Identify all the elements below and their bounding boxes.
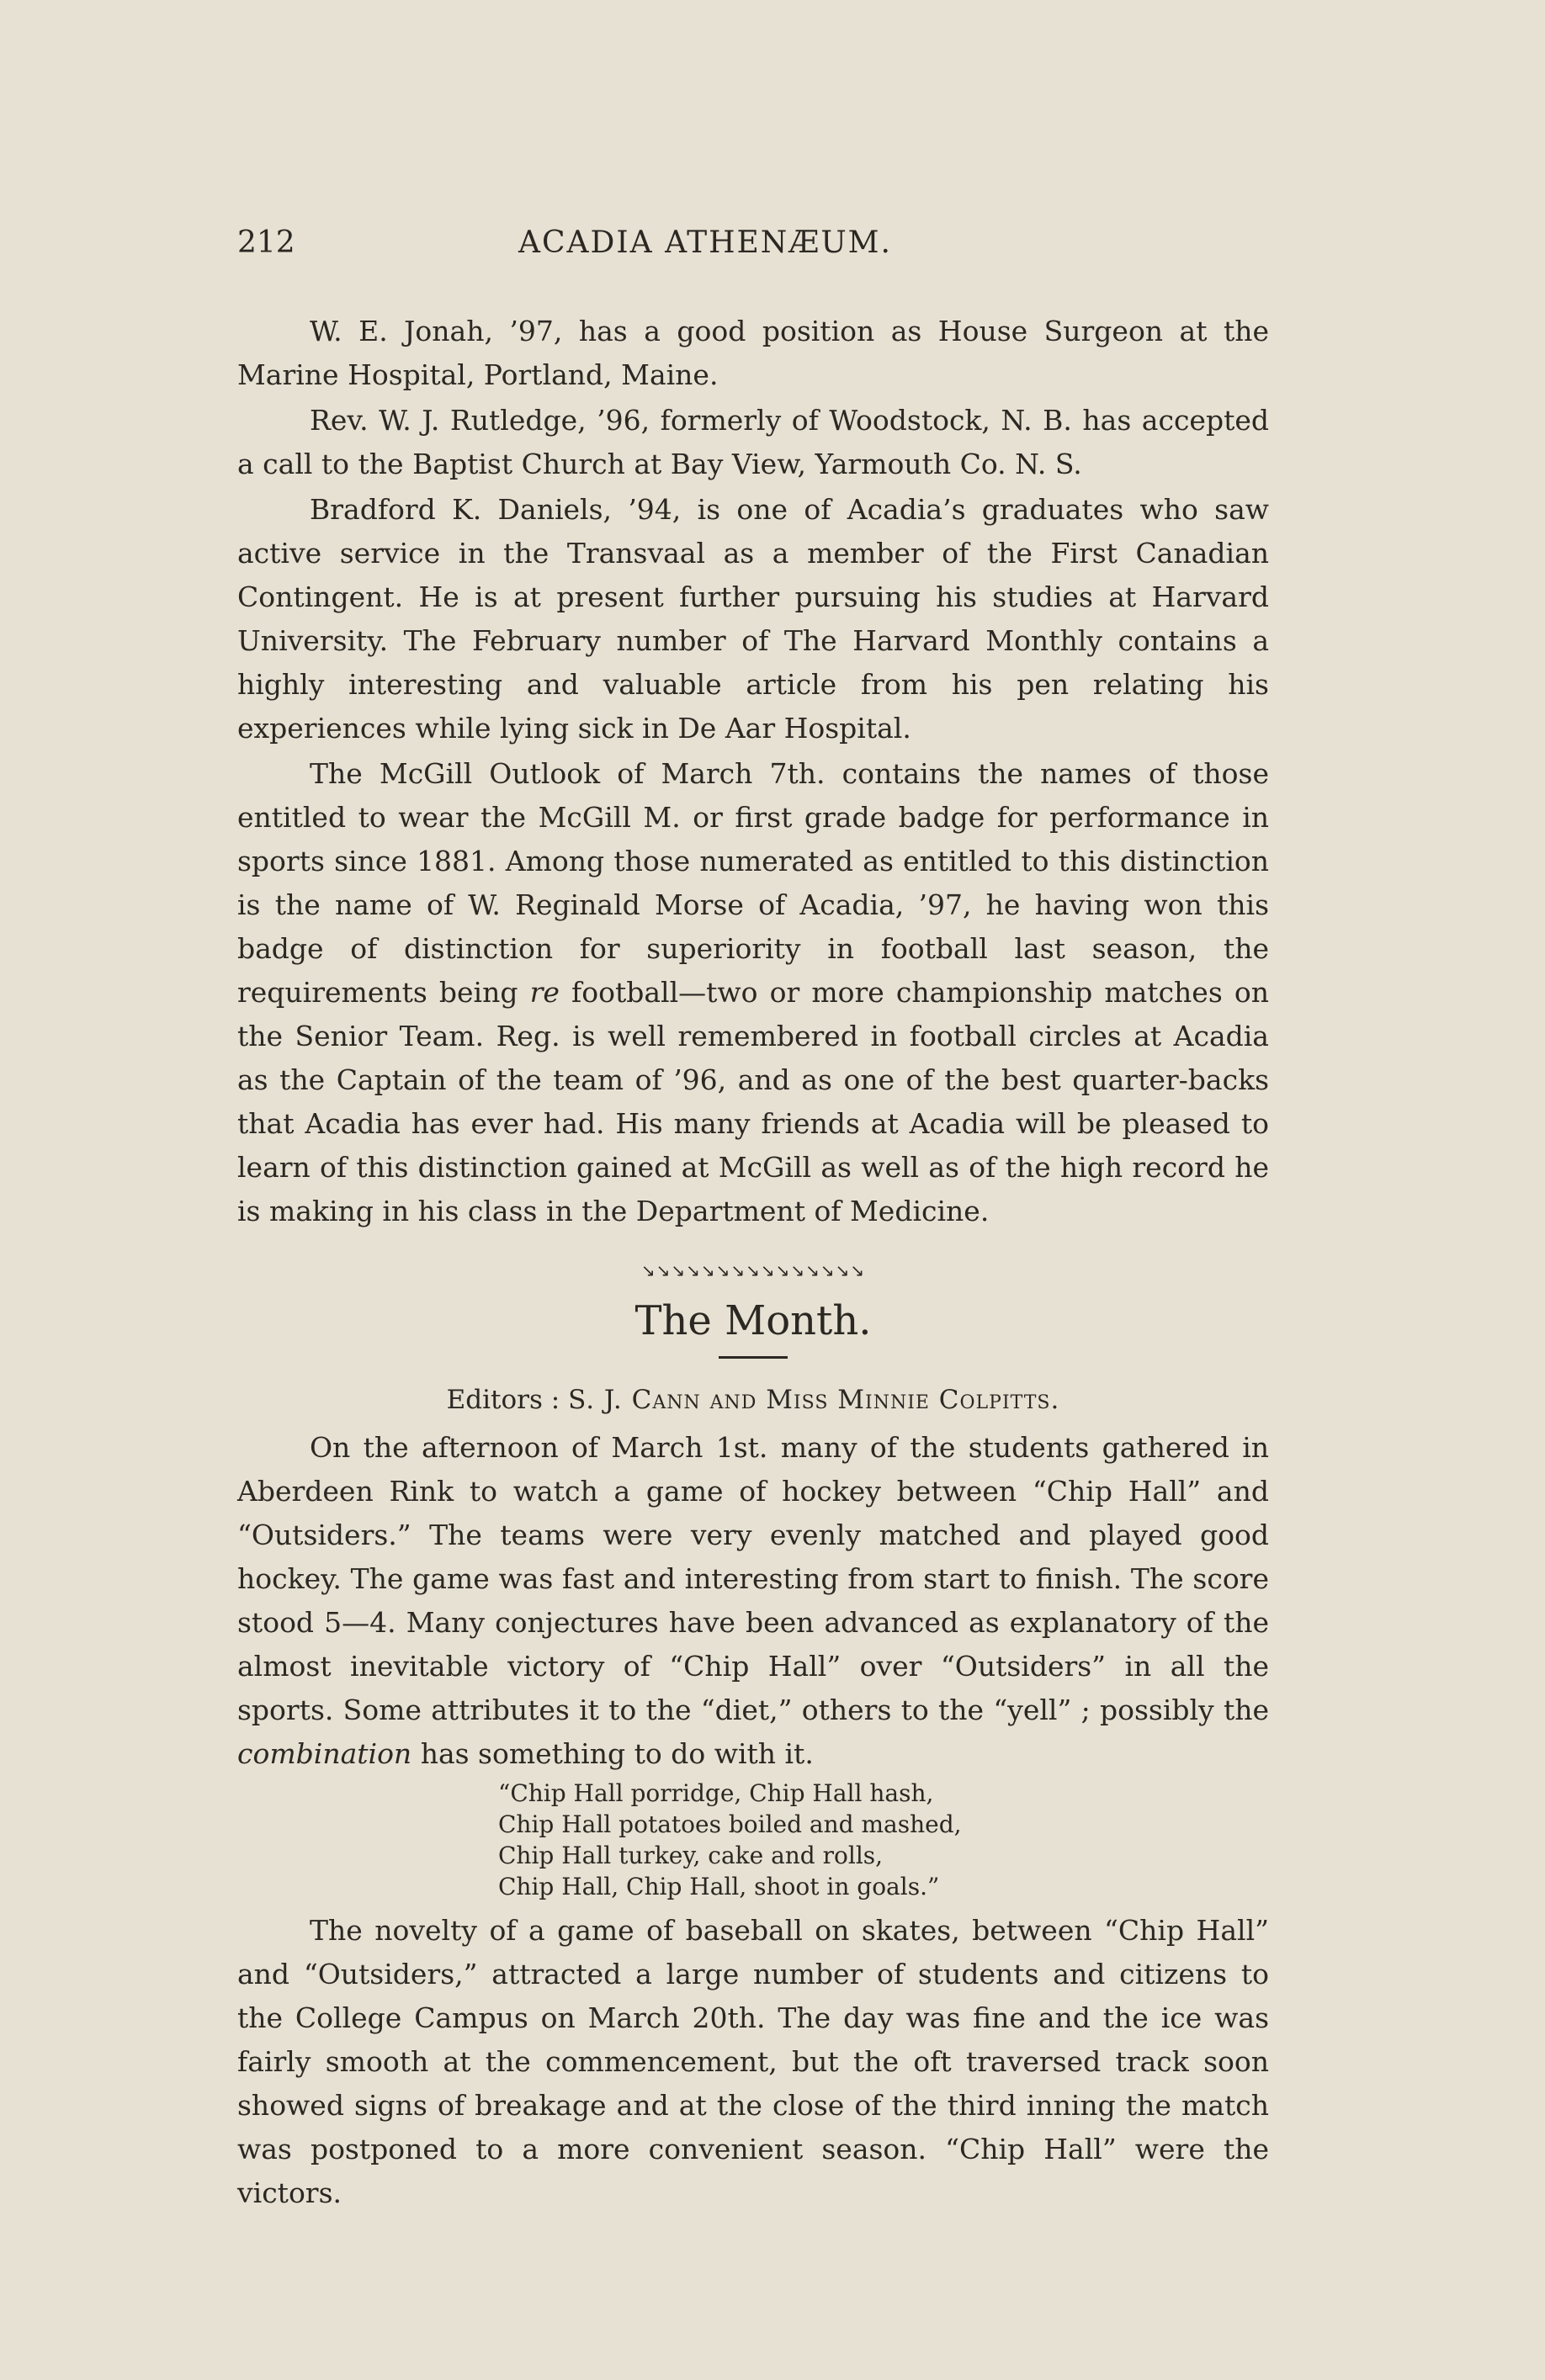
verse-line: “Chip Hall porridge, Chip Hall hash, (498, 1779, 934, 1807)
editors-prefix: Editors : (446, 1385, 560, 1415)
paragraph-hockey-end: has something to do with it. (420, 1737, 814, 1770)
paragraph-hockey-italic: combination (237, 1737, 412, 1770)
paragraph-rutledge: Rev. W. J. Rutledge, ’96, formerly of Woodstock, N. B. has accepted a call to the Baptist Church at Bay View, Yarmouth Co. N. S. (237, 404, 1269, 480)
section-ornament: ↘↘↘↘↘↘↘↘↘↘↘↘↘↘↘ (640, 1260, 866, 1280)
section-title: The Month. (634, 1297, 872, 1344)
paragraph-mcgill-end: football—two or more championship matches on the Senior Team. Reg. is well remembered in football circles at Acadia as the Captain of the team of ’96, and as one of the best quarter-backs that Acadia has ever had. His many friends at Acadia will be pleased to learn of this distinction gained at McGill as well as of the high record he is making in his class in the Department of Medicine. (237, 976, 1269, 1227)
page-header (237, 225, 1272, 268)
verse-line: Chip Hall turkey, cake and rolls, (498, 1842, 884, 1869)
editors-names: S. J. Cann and Miss Minnie Colpitts. (568, 1385, 1060, 1415)
journal-title: ACADIA ATHENÆUM. (518, 225, 892, 260)
editors-line (237, 1381, 1269, 1419)
paragraph-hockey (237, 1426, 1269, 1776)
verse-line: Chip Hall, Chip Hall, shoot in goals.” (498, 1873, 940, 1900)
paragraph-mcgill (237, 752, 1269, 1233)
paragraph-baseball: The novelty of a game of baseball on skates, between “Chip Hall” and “Outsiders,” attracted a large number of students and citizens to the College Campus on March 20th. The day was fine and the ice was fairly smooth at the commencement, but the oft traversed track soon showed signs of breakage and at the close of the third inning the match was postponed to a more convenient season. “Chip Hall” were the victors. (237, 1914, 1269, 2209)
paragraph-jonah: W. E. Jonah, ’97, has a good position as House Surgeon at the Marine Hospital, Portland, Maine. (237, 315, 1269, 391)
chip-hall-verse (498, 1778, 1269, 1902)
paragraph-hockey-start: On the afternoon of March 1st. many of the students gathered in Aberdeen Rink to watch a game of hockey between “Chip Hall” and “Outsiders.” The teams were very evenly matched and played good hockey. The game was fast and interesting from start to finish. The score stood 5—4. Many conjectures have been advanced as explanatory of the almost inevitable victory of “Chip Hall” over “Outsiders” in all the sports. Some attributes it to the “diet,” others to the “yell” ; possibly the (237, 1431, 1269, 1726)
text-column (237, 310, 1269, 2217)
section-rule (719, 1356, 788, 1359)
paragraph-mcgill-start: The McGill Outlook of March 7th. contains the names of those entitled to wear the McGill M. or first grade badge for performance in sports since 1881. Among those numerated as entitled to this distinction is the name of W. Reginald Morse of Acadia, ’97, he having won this badge of distinction for superiority in football last season, the requirements being (237, 757, 1269, 1009)
paragraph-daniels: Bradford K. Daniels, ’94, is one of Acadia’s graduates who saw active service in the Transvaal as a member of the First Canadian Contingent. He is at present further pursuing his studies at Harvard University. The February number of The Harvard Monthly contains a highly interesting and valuable article from his pen relating his experiences while lying sick in De Aar Hospital. (237, 493, 1269, 745)
page-number: 212 (237, 225, 295, 260)
paragraph-mcgill-italic: re (529, 976, 560, 1009)
verse-line: Chip Hall potatoes boiled and mashed, (498, 1810, 962, 1838)
